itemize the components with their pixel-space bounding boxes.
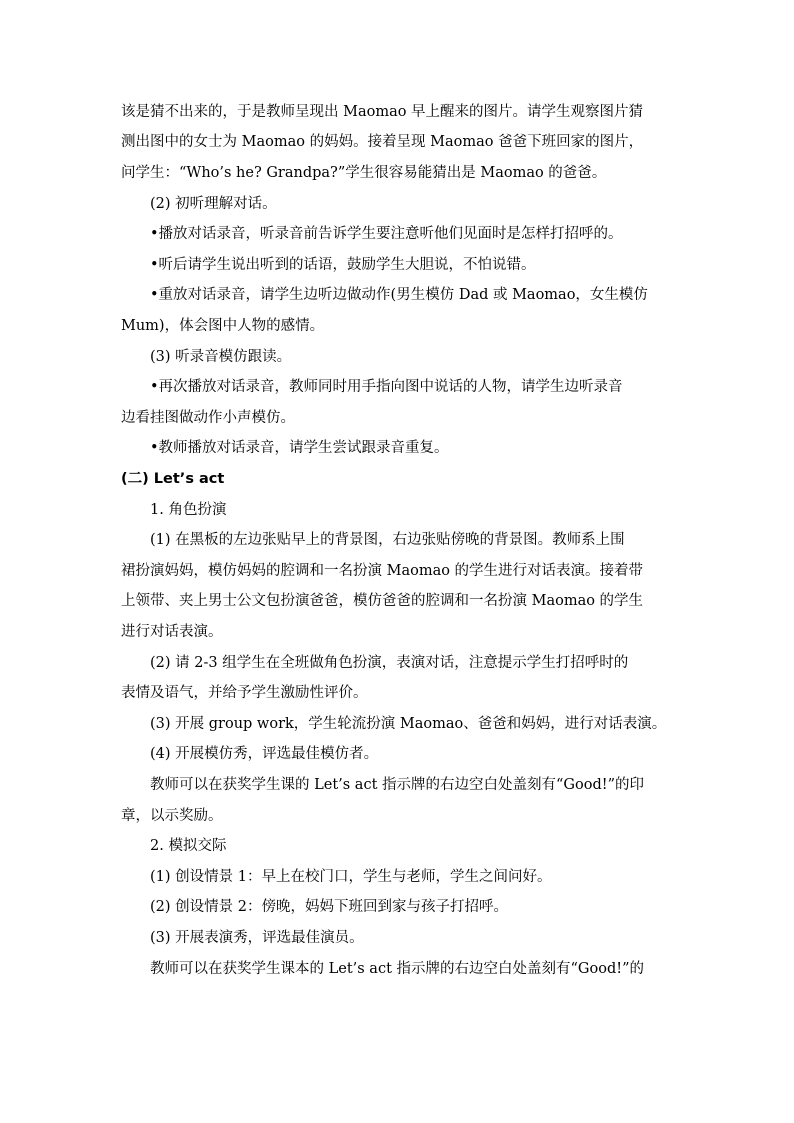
paragraph-line: 裙扮演妈妈，模仿妈妈的腔调和一名扮演 Maomao 的学生进行对话表演。接着带 [121, 563, 644, 579]
paragraph-line: 上领带、夹上男士公文包扮演爸爸，模仿爸爸的腔调和一名扮演 Maomao 的学生 [121, 593, 644, 609]
section-step: (1) 创设情景 1：早上在校门口，学生与老师，学生之间问好。 [150, 869, 552, 885]
subsection-title: 1. 角色扮演 [150, 502, 227, 518]
section-step: (2) 请 2-3 组学生在全班做角色扮演，表演对话，注意提示学生打招呼时的 [150, 655, 629, 671]
bullet-line: •教师播放对话录音，请学生尝试跟录音重复。 [150, 440, 449, 456]
paragraph-line: 测出图中的女士为 Maomao 的妈妈。接着呈现 Maomao 爸爸下班回家的图片， [121, 134, 644, 150]
section-step: (4) 开展模仿秀，评选最佳模仿者。 [150, 746, 379, 762]
section-step: (3) 听录音模仿跟读。 [150, 349, 292, 365]
bullet-line: •听后请学生说出听到的话语，鼓励学生大胆说，不怕说错。 [150, 257, 536, 273]
bullet-line: •播放对话录音，听录音前告诉学生要注意听他们见面时是怎样打招呼的。 [150, 226, 623, 242]
paragraph-line: 问学生：“Who’s he? Grandpa?”学生很容易能猜出是 Maomao 的爸爸。 [121, 165, 607, 181]
subsection-title: 2. 模拟交际 [150, 838, 227, 854]
section-step: (3) 开展 group work，学生轮流扮演 Maomao、爸爸和妈妈，进行对话表演。 [150, 716, 667, 732]
paragraph-line: 边看挂图做动作小声模仿。 [121, 410, 295, 426]
paragraph-line: 章，以示奖励。 [121, 808, 223, 824]
section-step: (3) 开展表演秀，评选最佳演员。 [150, 930, 364, 946]
paragraph-line: Mum)，体会图中人物的感情。 [121, 318, 325, 334]
paragraph-line: 教师可以在获奖学生课本的 Let’s act 指示牌的右边空白处盖刻有“Good!”的 [150, 961, 644, 977]
section-step: (2) 创设情景 2：傍晚，妈妈下班回到家与孩子打招呼。 [150, 899, 508, 915]
bullet-line: •再次播放对话录音，教师同时用手指向图中说话的人物，请学生边听录音 [150, 379, 623, 395]
paragraph-line: 教师可以在获奖学生课的 Let’s act 指示牌的右边空白处盖刻有“Good!”的印 [150, 777, 644, 793]
bullet-line: •重放对话录音，请学生边听边做动作(男生模仿 Dad 或 Maomao，女生模仿 [150, 287, 648, 303]
paragraph-line: 进行对话表演。 [121, 624, 223, 640]
section-step: (2) 初听理解对话。 [150, 196, 277, 212]
paragraph-line: 表情及语气，并给予学生激励性评价。 [121, 685, 368, 701]
section-heading: (二) Let’s act [121, 471, 225, 487]
section-step: (1) 在黑板的左边张贴早上的背景图，右边张贴傍晚的背景图。教师系上围 [150, 532, 625, 548]
paragraph-line: 该是猜不出来的，于是教师呈现出 Maomao 早上醒来的图片。请学生观察图片猜 [121, 104, 644, 120]
